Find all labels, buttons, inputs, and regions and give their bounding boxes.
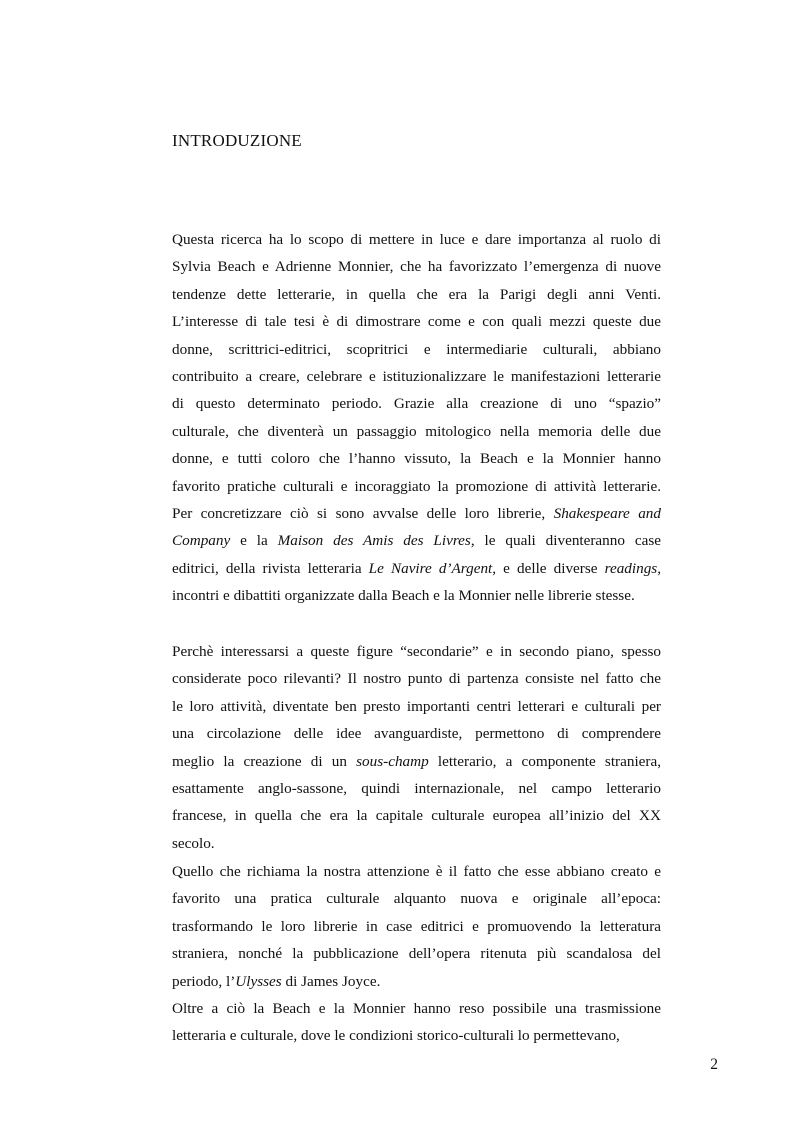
text-line: [172, 500, 661, 527]
page-number: 2: [710, 1056, 718, 1073]
text-segment: letteraria e culturale, dove le condizioni storico-culturali lo permettevano,: [172, 1027, 620, 1045]
text-line: [172, 940, 661, 967]
text-line: [172, 555, 661, 582]
text-segment: Oltre a ciò la Beach e la Monnier hanno reso possibile una trasmissione: [172, 1000, 661, 1017]
text-segment: Sylvia Beach e Adrienne Monnier, che ha favorizzato l’emergenza di nuove: [172, 258, 661, 276]
paragraph-2: [172, 638, 661, 857]
text-segment: meglio la creazione di un: [172, 752, 357, 770]
text-segment: Quello che richiama la nostra attenzione è il fatto che esse abbiano creato e: [172, 863, 661, 880]
text-segment: Questa ricerca ha lo scopo di mettere in luce e dare importanza al ruolo di: [172, 231, 661, 248]
italic-text: sous-champ: [356, 752, 429, 770]
text-segment: francese, in quella che era la capitale culturale europea all’inizio del XX: [172, 807, 661, 825]
text-segment: e la: [230, 532, 278, 550]
text-line: [172, 390, 661, 417]
text-line: [172, 473, 661, 500]
text-line: [172, 802, 661, 829]
text-line: [172, 665, 661, 692]
text-segment: contribuito a creare, celebrare e istituzionalizzare le manifestazioni letterarie: [172, 367, 661, 385]
text-segment: donne, e tutti coloro che l’hanno vissuto, la Beach e la Monnier hanno: [172, 450, 661, 468]
text-segment: esattamente anglo-sassone, quindi internazionale, nel campo letterario: [172, 779, 661, 797]
text-line: [172, 748, 661, 775]
text-line: [172, 775, 661, 802]
text-segment: favorito pratiche culturali e incoraggiato la promozione di attività letterarie.: [172, 477, 661, 495]
italic-text: Ulysses: [235, 972, 282, 990]
text-segment: , e delle diverse: [492, 559, 605, 577]
text-segment: di questo determinato periodo. Grazie alla creazione di uno “spazio”: [172, 395, 661, 413]
text-segment: secolo.: [172, 834, 215, 852]
text-segment: ,: [657, 559, 661, 577]
text-segment: le loro attività, diventate ben presto importanti centri letterari e culturali per: [172, 697, 661, 715]
text-segment: una circolazione delle idee avanguardiste, permettono di comprendere: [172, 725, 661, 743]
italic-text: readings: [604, 559, 658, 577]
paragraph-4: [172, 995, 661, 1050]
text-line: [172, 885, 661, 912]
text-line: [172, 336, 661, 363]
text-segment: di James Joyce.: [281, 972, 381, 990]
text-segment: favorito una pratica culturale alquanto nuova e originale all’epoca:: [172, 890, 661, 908]
italic-text: Shakespeare and: [553, 504, 661, 522]
text-line: [172, 1022, 661, 1049]
text-line: [172, 913, 661, 940]
text-segment: tendenze dette letterarie, in quella che era la Parigi degli anni Venti.: [172, 285, 661, 303]
text-line: [172, 995, 661, 1022]
text-segment: trasformando le loro librerie in case editrici e promuovendo la letteratura: [172, 917, 661, 935]
text-segment: donne, scrittrici-editrici, scopritrici e intermediarie culturali, abbiano: [172, 340, 661, 358]
text-line: [172, 638, 661, 665]
text-segment: editrici, della rivista letteraria: [172, 559, 369, 577]
text-line: [172, 693, 661, 720]
page-title: INTRODUZIONE: [172, 131, 302, 150]
text-line: [172, 968, 661, 995]
text-line: [172, 418, 661, 445]
text-line: [172, 281, 661, 308]
italic-text: Le Navire d’Argent: [368, 559, 493, 577]
text-segment: straniera, nonché la pubblicazione dell’opera ritenuta più scandalosa del: [172, 945, 661, 963]
paragraph-1: [172, 226, 661, 609]
text-segment: Per concretizzare ciò si sono avvalse delle loro librerie,: [172, 504, 554, 522]
text-line: [172, 830, 661, 857]
text-line: [172, 253, 661, 280]
text-segment: incontri e dibattiti organizzate dalla Beach e la Monnier nelle librerie stesse.: [172, 587, 635, 605]
paragraph-3: [172, 858, 661, 995]
italic-text: Company: [172, 532, 231, 550]
text-segment: L’interesse di tale tesi è di dimostrare come e con quali mezzi queste due: [172, 313, 661, 331]
text-line: [172, 363, 661, 390]
text-line: [172, 226, 661, 253]
text-segment: Perchè interessarsi a queste figure “secondarie” e in secondo piano, spesso: [172, 643, 661, 660]
text-segment: culturale, che diventerà un passaggio mitologico nella memoria delle due: [172, 422, 661, 440]
text-line: [172, 308, 661, 335]
text-line: [172, 720, 661, 747]
text-segment: periodo, l’: [172, 972, 236, 990]
italic-text: Maison des Amis des Livres: [277, 532, 471, 550]
text-line: [172, 582, 661, 609]
text-segment: considerate poco rilevanti? Il nostro punto di partenza consiste nel fatto che: [172, 670, 661, 688]
text-line: [172, 527, 661, 554]
text-line: [172, 445, 661, 472]
text-segment: , le quali diventeranno case: [470, 532, 661, 550]
text-segment: letterario, a componente straniera,: [428, 752, 662, 770]
text-line: [172, 858, 661, 885]
